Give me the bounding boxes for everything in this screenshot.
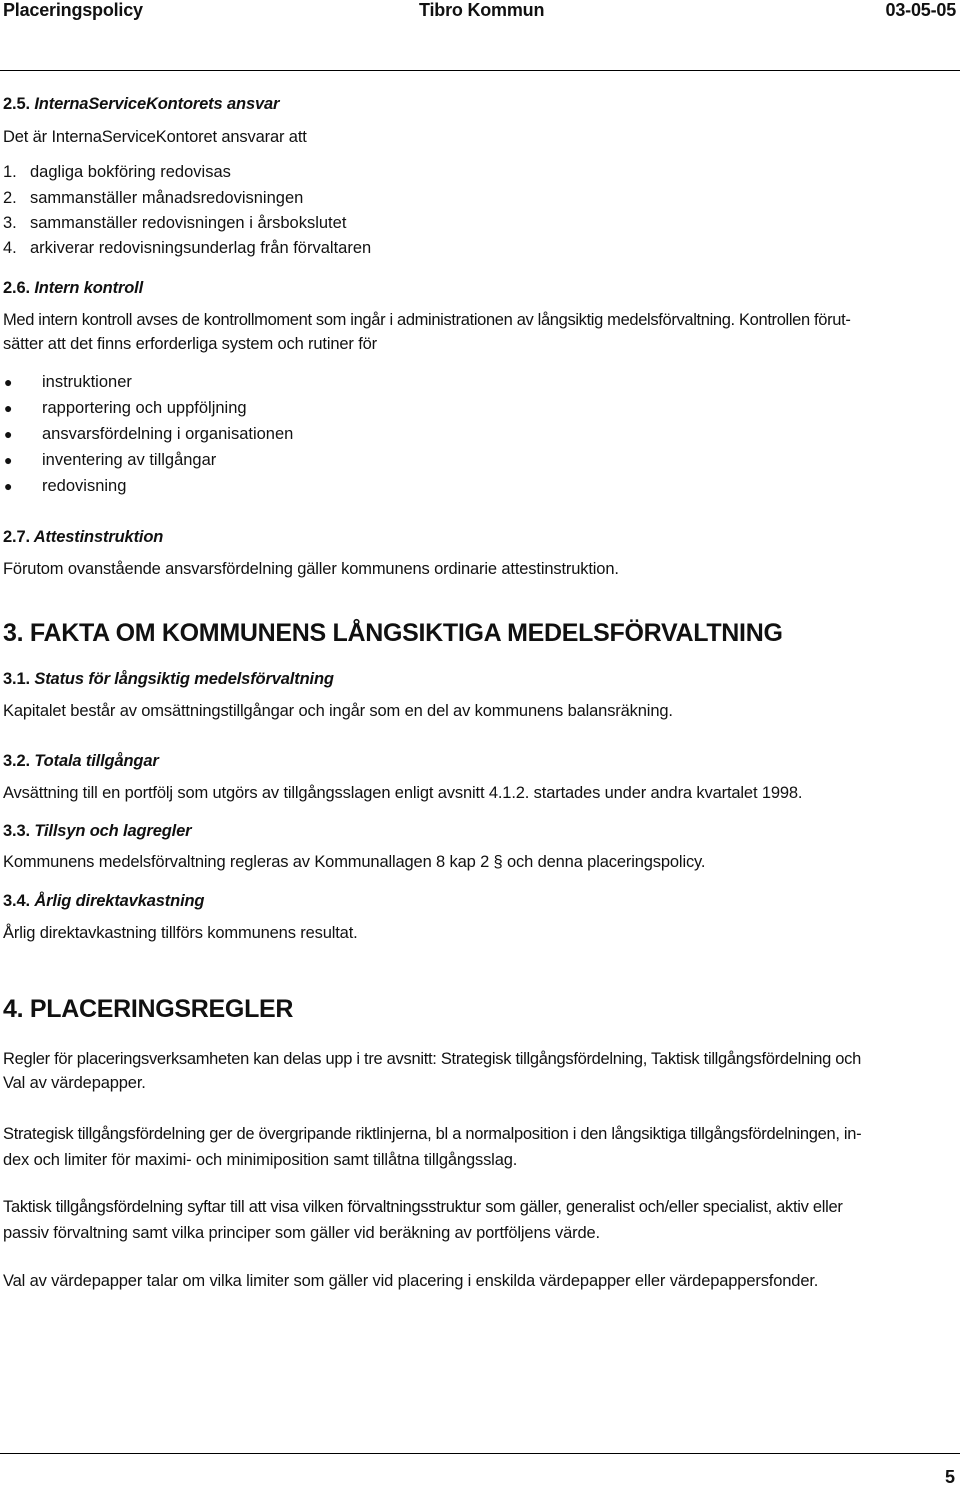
bullet-item: ● ansvarsfördelning i organisationen xyxy=(4,425,294,443)
page-number: 5 xyxy=(944,1467,955,1487)
section-number: 3.4. xyxy=(3,892,30,910)
chapter-3-heading: 3. FAKTA OM KOMMUNENS LÅNGSIKTIGA MEDELSFÖRVALTNING xyxy=(3,619,783,647)
paragraph-line: Kapitalet består av omsättningstillgångar och ingår som en del av kommunens balansräkning. xyxy=(3,702,673,720)
section-2-7-heading xyxy=(3,528,163,547)
section-number: 2.6. xyxy=(3,279,30,297)
section-3-2-heading xyxy=(3,752,159,771)
bullet-icon: ● xyxy=(4,374,13,390)
section-number: 3.3. xyxy=(3,822,30,840)
section-number: 3.2. xyxy=(3,752,30,770)
bullet-item: ● rapportering och uppföljning xyxy=(4,399,247,417)
section-3-1-heading xyxy=(3,670,334,689)
paragraph-line: Strategisk tillgångsfördelning ger de övergripande riktlinjerna, bl a normalposition i den långsiktiga tillgångsfördelningen, in- xyxy=(3,1125,862,1143)
section-title: Totala tillgångar xyxy=(34,752,159,770)
section-2-5-heading xyxy=(3,95,279,114)
section-title: Tillsyn och lagregler xyxy=(34,822,192,840)
numbered-item: 4. arkiverar redovisningsunderlag från förvaltaren xyxy=(3,239,372,257)
bullet-icon: ● xyxy=(4,478,13,494)
section-title: InternaServiceKontorets ansvar xyxy=(34,95,280,113)
section-number: 2.5. xyxy=(3,95,30,113)
bullet-item: ● redovisning xyxy=(4,477,127,495)
bullet-item: ● inventering av tillgångar xyxy=(4,451,217,469)
paragraph-line: passiv förvaltning samt vilka principer som gäller vid beräkning av portföljens värde. xyxy=(3,1224,600,1242)
numbered-item: 2. sammanställer månadsredovisningen xyxy=(3,189,304,207)
section-3-4-heading xyxy=(3,892,204,911)
paragraph-line: Taktisk tillgångsfördelning syftar till att visa vilken förvaltningsstruktur som gäller, generalist och/eller specialist, aktiv eller xyxy=(3,1198,843,1216)
bullet-item: ● instruktioner xyxy=(4,373,132,391)
paragraph-line: Val av värdepapper talar om vilka limiter som gäller vid placering i enskilda värdepapper eller värdepappersfonder. xyxy=(3,1272,819,1290)
paragraph-line: Avsättning till en portfölj som utgörs av tillgångsslagen enligt avsnitt 4.1.2. startades under andra kvartalet 1998. xyxy=(3,784,803,802)
bullet-icon: ● xyxy=(4,400,13,416)
section-number: 3.1. xyxy=(3,670,30,688)
header-document-title: Placeringspolicy xyxy=(3,0,143,20)
numbered-item: 3. sammanställer redovisningen i årsbokslutet xyxy=(3,214,347,232)
paragraph-line: Med intern kontroll avses de kontrollmoment som ingår i administrationen av långsiktig medelsförvaltning. Kontrollen förut- xyxy=(3,311,851,329)
header-date: 03-05-05 xyxy=(885,0,956,20)
section-title: Intern kontroll xyxy=(34,279,144,297)
paragraph-line: Årlig direktavkastning tillförs kommunens resultat. xyxy=(3,924,358,942)
chapter-4-heading: 4. PLACERINGSREGLER xyxy=(3,995,294,1023)
paragraph-line: dex och limiter för maximi- och minimiposition samt tillåtna tillgångsslag. xyxy=(3,1151,518,1169)
numbered-item: 1. dagliga bokföring redovisas xyxy=(3,163,231,181)
section-title: Årlig direktavkastning xyxy=(34,892,205,910)
section-title: Attestinstruktion xyxy=(33,528,164,546)
section-2-5-intro: Det är InternaServiceKontoret ansvarar att xyxy=(3,128,307,146)
section-3-3-heading xyxy=(3,822,191,841)
paragraph-line: Förutom ovanstående ansvarsfördelning gäller kommunens ordinarie attestinstruktion. xyxy=(3,560,619,578)
header-organization: Tibro Kommun xyxy=(419,0,545,20)
paragraph-line: Regler för placeringsverksamheten kan delas upp i tre avsnitt: Strategisk tillgångsfördelning, Taktisk tillgångsfördelning och xyxy=(3,1050,861,1068)
section-title: Status för långsiktig medelsförvaltning xyxy=(34,670,334,688)
bullet-icon: ● xyxy=(4,426,13,442)
section-2-6-heading xyxy=(3,279,143,298)
page-header xyxy=(0,0,960,22)
paragraph-line: Val av värdepapper. xyxy=(3,1074,146,1092)
section-number: 2.7. xyxy=(3,528,30,546)
paragraph-line: sätter att det finns erforderliga system och rutiner för xyxy=(3,335,378,353)
header-divider xyxy=(0,70,960,71)
paragraph-line: Kommunens medelsförvaltning regleras av Kommunallagen 8 kap 2 § och denna placeringspolicy. xyxy=(3,853,706,871)
bullet-icon: ● xyxy=(4,452,13,468)
footer-divider xyxy=(0,1453,960,1454)
